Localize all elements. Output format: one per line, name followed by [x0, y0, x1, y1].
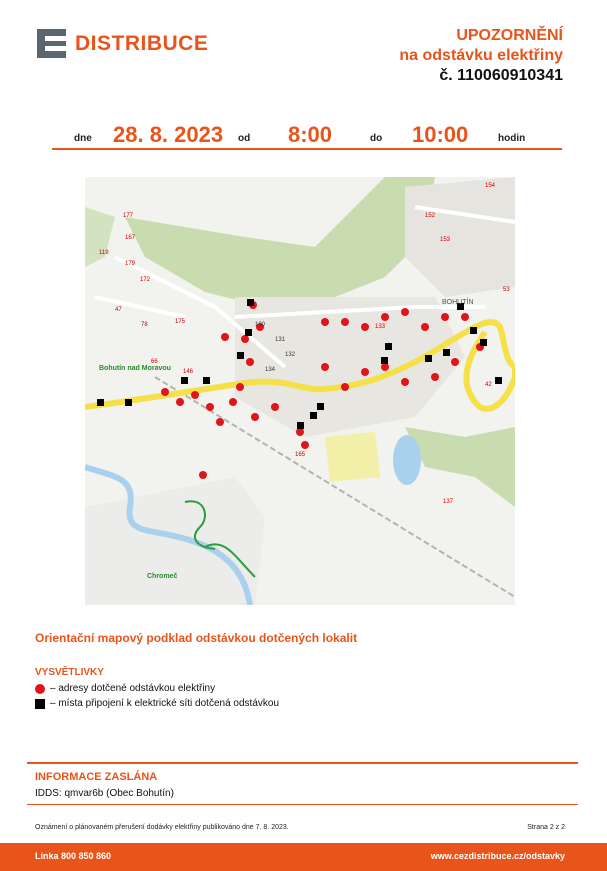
house-number: 132	[285, 352, 296, 358]
forest-area	[125, 177, 435, 307]
map-canvas	[85, 177, 515, 605]
house-number: 130	[255, 322, 266, 328]
house-number: 131	[275, 337, 286, 343]
notice-header	[399, 26, 563, 86]
cez-logo-icon	[37, 29, 66, 58]
map-label-village: Bohutín nad Moravou	[99, 365, 171, 372]
to-label: do	[370, 133, 383, 144]
footer-phone[interactable]: Linka 800 850 860	[35, 851, 112, 861]
legend-item-address	[35, 683, 215, 694]
divider	[27, 804, 578, 805]
legend-text: – místa připojení k elektrické síti dotčená odstávkou	[50, 698, 280, 709]
outage-to: 10:00	[412, 122, 469, 147]
legend-item-connection	[35, 698, 279, 709]
pond	[393, 435, 421, 485]
divider	[27, 762, 578, 764]
field-area	[85, 477, 265, 605]
house-number: 175	[175, 319, 186, 325]
house-number: 172	[140, 277, 151, 283]
house-number: 146	[183, 369, 194, 375]
house-number: 179	[125, 261, 136, 267]
house-number: 152	[425, 213, 436, 219]
info-text: IDDS: qmvar6b (Obec Bohutín)	[35, 788, 174, 799]
sports-field	[325, 432, 380, 482]
forest-area	[85, 207, 115, 267]
house-number: 154	[485, 183, 496, 189]
outage-time-bar	[52, 118, 562, 150]
cez-logo	[37, 29, 208, 58]
notice-number: č. 110060910341	[439, 67, 563, 84]
map-label-place: Chromeč	[147, 573, 178, 580]
footer-web-link[interactable]: www.cezdistribuce.cz/odstavky	[430, 851, 565, 861]
house-number: 78	[141, 322, 148, 328]
legend-text: – adresy dotčené odstávkou elektřiny	[50, 683, 216, 694]
publication-notice: Oznámení o plánovaném přerušení dodávky elektřiny publikováno dne 7. 8. 2023.	[35, 824, 289, 831]
black-square-icon	[35, 699, 45, 709]
notice-subtitle: na odstávku elektřiny	[399, 47, 563, 64]
house-number: 165	[295, 452, 306, 458]
unit-label: hodin	[498, 133, 526, 144]
date-label: dne	[74, 133, 92, 144]
local-road	[95, 297, 185, 317]
house-number: 133	[375, 324, 386, 330]
map-label-village2: BOHUTÍN	[442, 299, 474, 306]
house-number: 137	[443, 499, 454, 505]
house-number: 47	[115, 307, 122, 313]
outage-map	[85, 177, 515, 605]
house-number: 167	[125, 235, 136, 241]
house-number: 153	[440, 237, 451, 243]
page-number: Strana 2 z 2	[527, 824, 565, 831]
house-number: 177	[123, 213, 134, 219]
house-number: 66	[151, 359, 158, 365]
legend-title: VYSVĚTLIVKY	[35, 667, 104, 678]
logo-text: DISTRIBUCE	[75, 31, 209, 55]
forest-area	[405, 427, 515, 507]
house-number: 42	[485, 382, 492, 388]
house-number: 53	[503, 287, 510, 293]
from-label: od	[238, 133, 251, 144]
built-area	[405, 177, 515, 297]
map-caption: Orientační mapový podklad odstávkou dotčených lokalit	[35, 631, 358, 645]
outage-from: 8:00	[288, 122, 333, 147]
red-dot-icon	[35, 684, 45, 694]
outage-date: 28. 8. 2023	[113, 122, 224, 147]
footer-bar	[0, 843, 607, 871]
house-number: 119	[99, 250, 109, 256]
house-number: 134	[265, 367, 276, 373]
info-title: INFORMACE ZASLÁNA	[35, 771, 158, 783]
notice-title: UPOZORNĚNÍ	[456, 27, 563, 44]
